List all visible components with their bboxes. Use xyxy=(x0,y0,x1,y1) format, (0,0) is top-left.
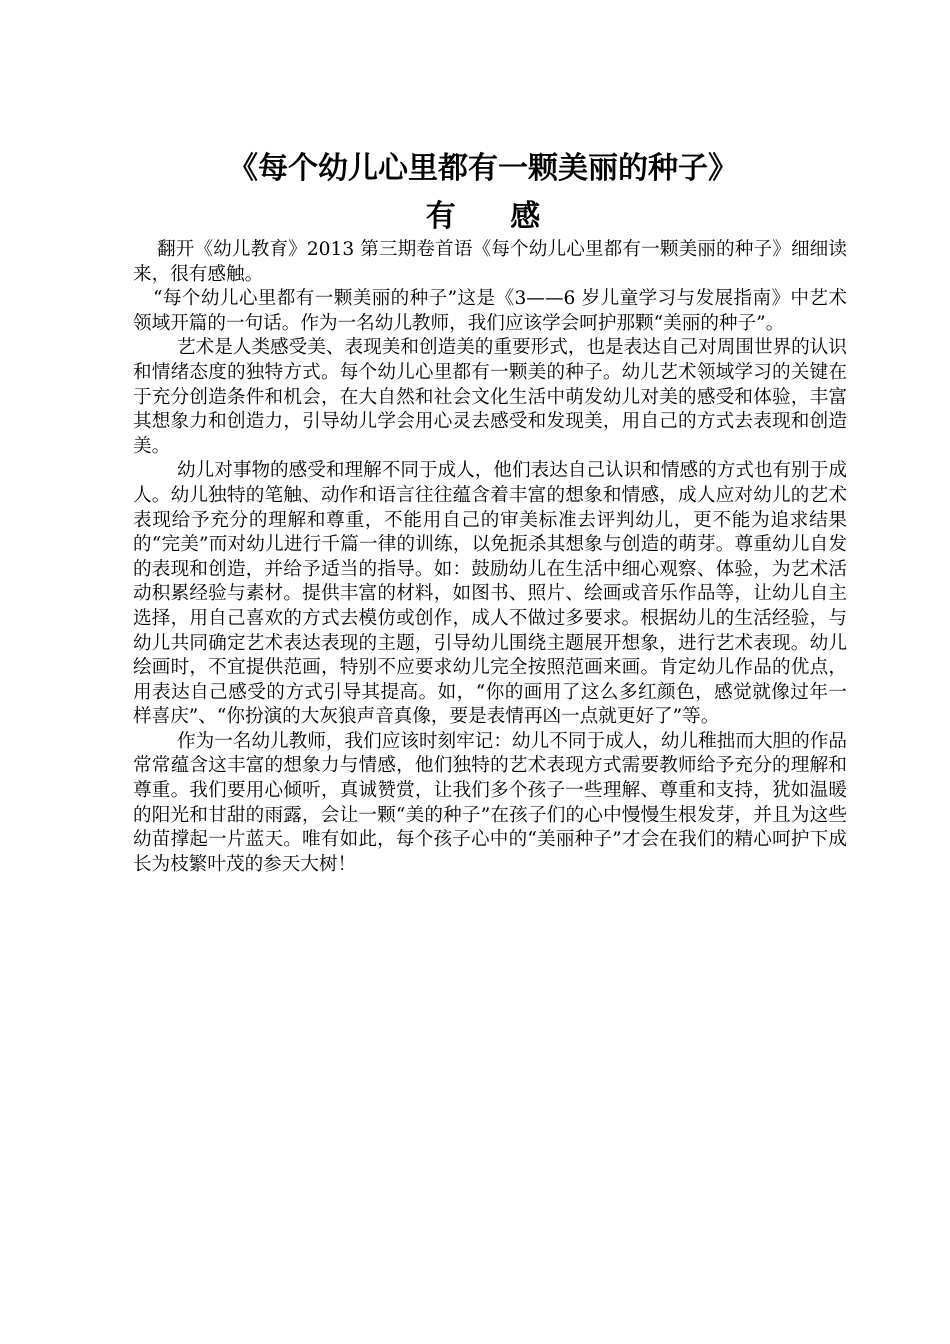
document-subtitle: 有 感 xyxy=(425,199,563,234)
document-title: 《每个幼儿心里都有一颗美丽的种子》 xyxy=(228,151,738,186)
paragraph-4: 幼儿对事物的感受和理解不同于成人，他们表达自己认识和情感的方式也有别于成人。幼儿独特的笔触、动作和语言往往蕴含着丰富的想象和情感，成人应对幼儿的艺术表现给予充分的理解和尊重，不能用自己的审美标准去评判幼儿，更不能为追求结果的“完美”而对幼儿进行千篇一律的训练，以免扼杀其想象与创造的萌芽。尊重幼儿自发的表现和创造，并给予适当的指导。如：鼓励幼儿在生活中细心观察、体验，为艺术活动积累经验与素材。提供丰富的材料，如图书、照片、绘画或音乐作品等，让幼儿自主选择，用自己喜欢的方式去模仿或创作，成人不做过多要求。根据幼儿的生活经验，与幼儿共同确定艺术表达表现的主题，引导幼儿围绕主题展开想象，进行艺术表现。幼儿绘画时，不宜提供范画，特别不应要求幼儿完全按照范画来画。肯定幼儿作品的优点，用表达自己感受的方式引导其提高。如，“你的画用了这么多红颜色，感觉就像过年一样喜庆”、“你扮演的大灰狼声音真像，要是表情再凶一点就更好了”等。 xyxy=(133,460,847,728)
document-body xyxy=(133,238,847,877)
paragraph-5: 作为一名幼儿教师，我们应该时刻牢记：幼儿不同于成人，幼儿稚拙而大胆的作品常常蕴含这丰富的想象力与情感，他们独特的艺术表现方式需要教师给予充分的理解和尊重。我们要用心倾听，真诚赞赏，让我们多个孩子一些理解、尊重和支持，犹如温暖的阳光和甘甜的雨露，会让一颗“美的种子”在孩子们的心中慢慢生根发芽，并且为这些幼苗撑起一片蓝天。唯有如此，每个孩子心中的“美丽种子”才会在我们的精心呵护下成长为枝繁叶茂的参天大树！ xyxy=(133,730,847,875)
paragraph-3: 艺术是人类感受美、表现美和创造美的重要形式，也是表达自己对周围世界的认识和情绪态度的独特方式。每个幼儿心里都有一颗美的种子。幼儿艺术领域学习的关键在于充分创造条件和机会，在大自然和社会文化生活中萌发幼儿对美的感受和体验，丰富其想象力和创造力，引导幼儿学会用心灵去感受和发现美，用自己的方式去表现和创造美。 xyxy=(133,337,847,457)
paragraph-2: “每个幼儿心里都有一颗美丽的种子”这是《3——6 岁儿童学习与发展指南》中艺术领域开篇的一句话。作为一名幼儿教师，我们应该学会呵护那颗“美丽的种子”。 xyxy=(133,288,847,334)
paragraph-1: 翻开《幼儿教育》2013 第三期卷首语《每个幼儿心里都有一颗美丽的种子》细细读来，很有感触。 xyxy=(133,239,847,285)
title-block xyxy=(133,145,833,241)
